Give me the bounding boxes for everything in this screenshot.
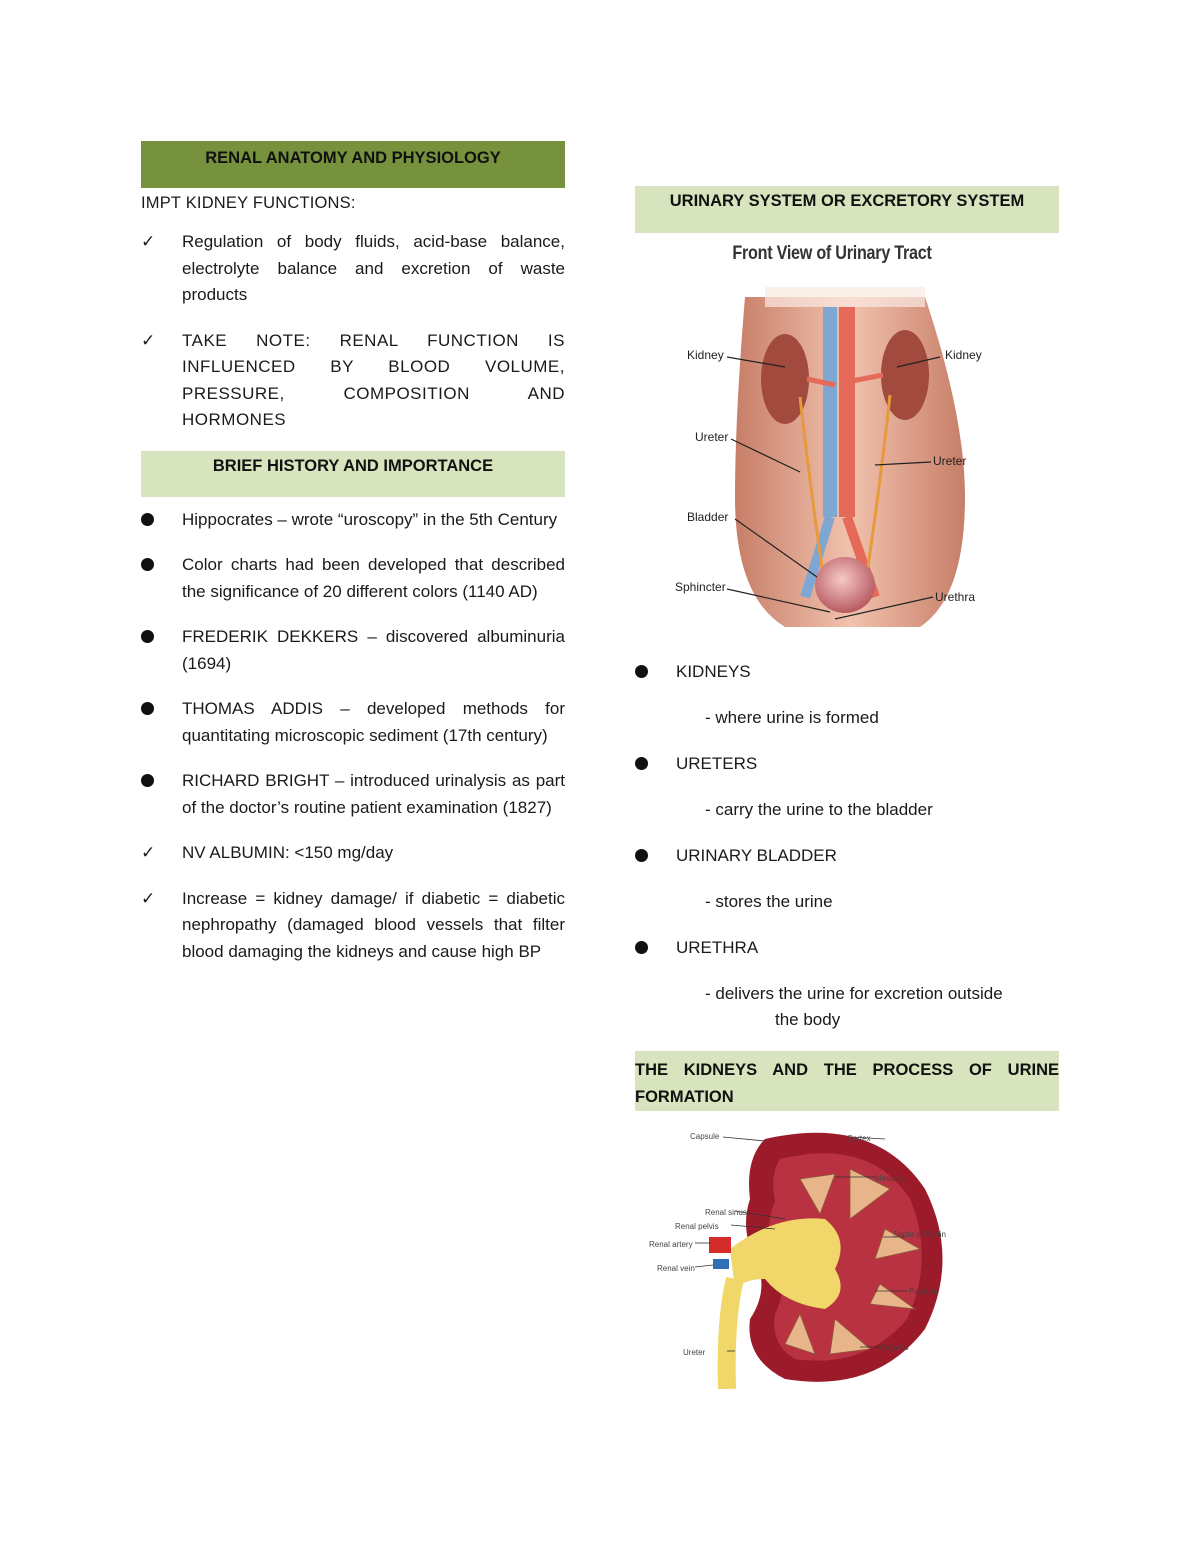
bullet-icon (635, 843, 648, 870)
label-medulla: Medulla (875, 1174, 904, 1183)
left-column (141, 141, 565, 984)
checkmark-icon: ✓ (141, 843, 156, 862)
label-sphincter: Sphincter (675, 580, 726, 594)
label-renal-sinus: Renal sinus (705, 1208, 747, 1217)
label-septa-of-bertin: Septa of Bertin (893, 1230, 946, 1239)
label-capsule: Capsule (690, 1132, 720, 1141)
label-calyces: Calyces (880, 1343, 909, 1352)
label-renal-artery: Renal artery (649, 1240, 693, 1249)
label-renal-vein: Renal vein (657, 1264, 695, 1273)
label-ureter-right: Ureter (933, 454, 967, 468)
label-kidney-left: Kidney (687, 348, 724, 362)
figure-title: Front View of Urinary Tract (732, 243, 932, 264)
label-papillae: Papillae (909, 1287, 938, 1296)
list-item: URINARY BLADDER (635, 843, 1059, 869)
bullet-icon (141, 552, 161, 580)
section-header-kidneys-urine-formation: THE KIDNEYS AND THE PROCESS OF URINE FORMATION (635, 1051, 1059, 1111)
list-item: KIDNEYS (635, 659, 1059, 685)
list-item: ✓ NV ALBUMIN: <150 mg/day (141, 840, 565, 867)
list-item: URETERS (635, 751, 1059, 777)
organ-description: - where urine is formed (705, 708, 879, 727)
list-item: THOMAS ADDIS – developed methods for quantitating microscopic sediment (17th century) (141, 696, 565, 749)
organ-description: - stores the urine (705, 892, 833, 911)
bullet-icon (141, 696, 161, 724)
checkmark-icon: ✓ (141, 232, 156, 251)
label-bladder: Bladder (687, 510, 729, 524)
list-item: ✓ Increase = kidney damage/ if diabetic = diabetic nephropathy (damaged blood vessels that filter blood damaging the kidneys and cause high BP (141, 886, 565, 966)
bullet-icon (635, 659, 648, 686)
subheading-kidney-functions: IMPT KIDNEY FUNCTIONS: (141, 194, 356, 212)
label-ureter: Ureter (683, 1348, 706, 1357)
checkmark-icon: ✓ (141, 888, 156, 908)
list-item: FREDERIK DEKKERS – discovered albuminuria (1694) (141, 624, 565, 677)
bullet-icon (635, 751, 648, 778)
section-header-renal-anatomy: RENAL ANATOMY AND PHYSIOLOGY (141, 141, 565, 188)
list-item: ✓ TAKE NOTE: RENAL FUNCTION IS INFLUENCED BY BLOOD VOLUME, PRESSURE, COMPOSITION AND HORMONES (141, 328, 565, 434)
urinary-tract-figure (635, 267, 1059, 637)
label-ureter-left: Ureter (695, 430, 729, 444)
bullet-icon (141, 768, 161, 796)
bullet-icon (141, 507, 161, 535)
section-header-brief-history: BRIEF HISTORY AND IMPORTANCE (141, 451, 565, 497)
label-kidney-right: Kidney (945, 348, 982, 362)
list-item: Hippocrates – wrote “uroscopy” in the 5th Century (141, 507, 565, 534)
list-item: Color charts had been developed that described the significance of 20 different colors (1140 AD) (141, 552, 565, 605)
list-item: URETHRA (635, 935, 1059, 961)
organ-description: - carry the urine to the bladder (705, 800, 933, 819)
kidney-cross-section-figure (635, 1119, 1059, 1389)
checkmark-icon: ✓ (141, 330, 156, 350)
section-header-urinary-system: URINARY SYSTEM OR EXCRETORY SYSTEM (635, 186, 1059, 233)
label-cortex: Cortex (847, 1134, 871, 1143)
label-renal-pelvis: Renal pelvis (675, 1222, 719, 1231)
label-urethra: Urethra (935, 590, 976, 604)
list-item: RICHARD BRIGHT – introduced urinalysis as part of the doctor’s routine patient examination (1827) (141, 768, 565, 821)
bullet-icon (635, 935, 648, 962)
list-item: ✓ Regulation of body fluids, acid-base balance, electrolyte balance and excretion of waste products (141, 229, 565, 309)
organ-description: - delivers the urine for excretion outside the body (705, 984, 1003, 1029)
right-column (635, 186, 1059, 1389)
bullet-icon (141, 624, 161, 652)
